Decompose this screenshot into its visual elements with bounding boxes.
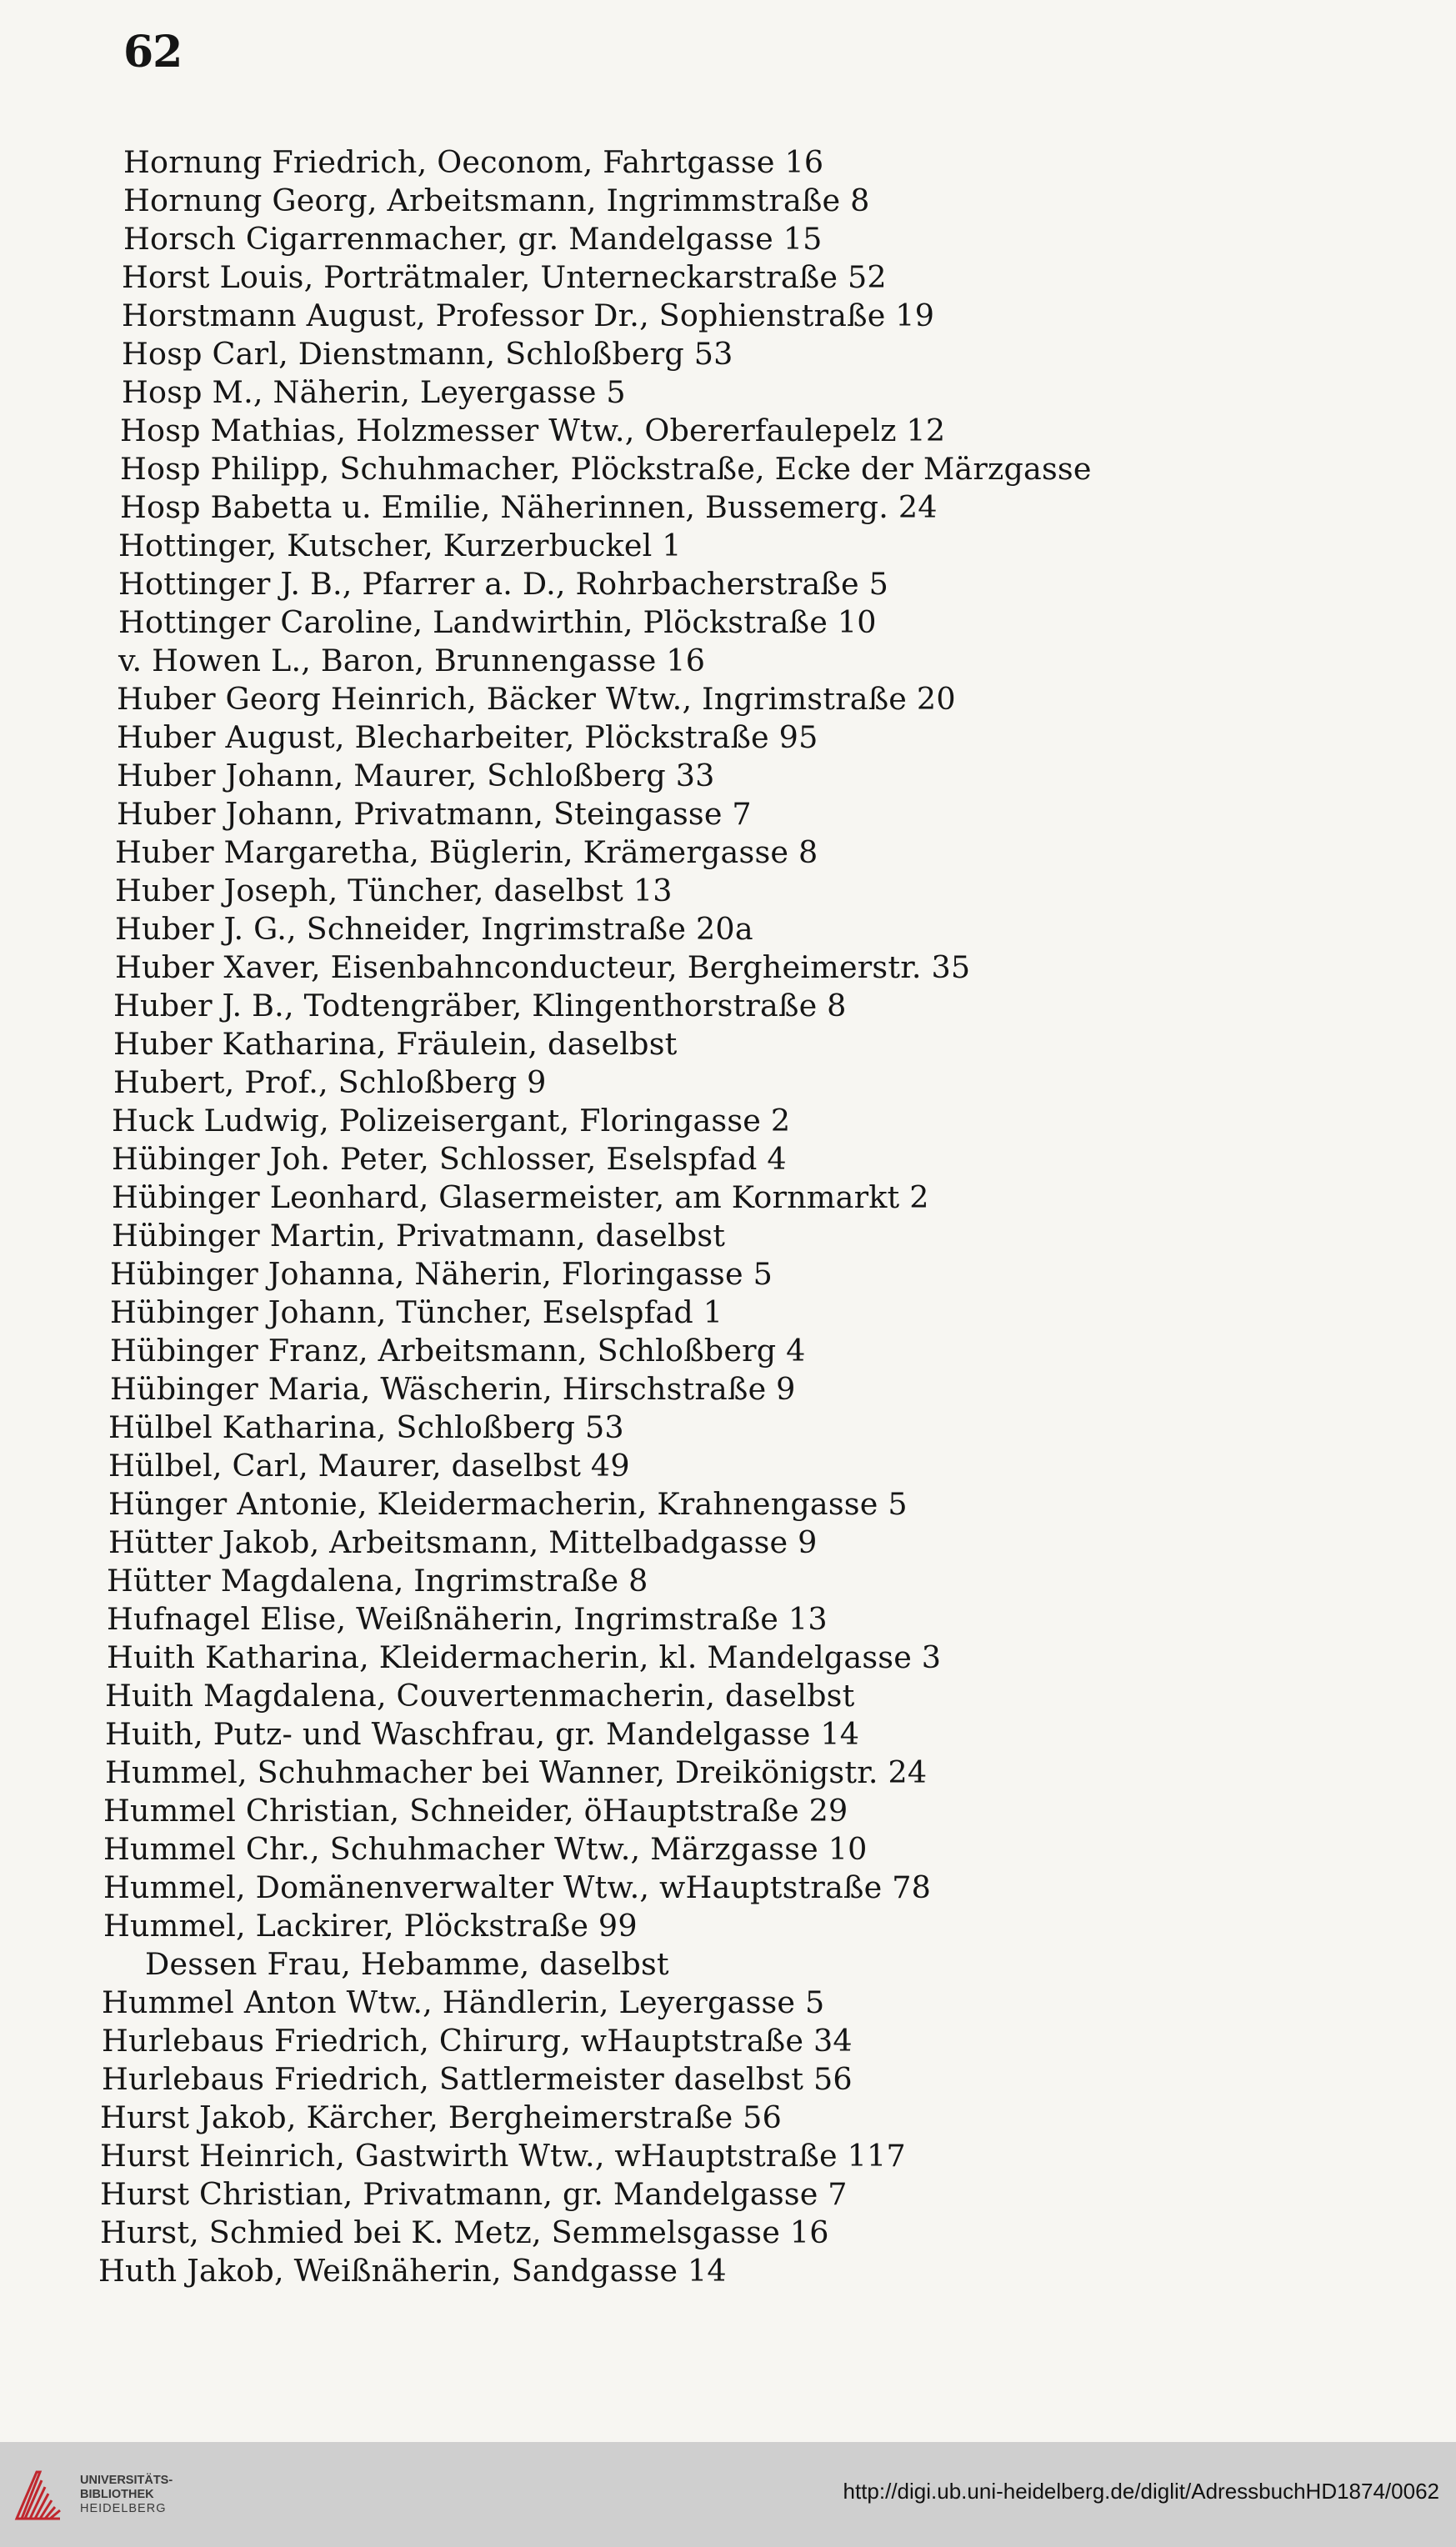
directory-entry: Hottinger Caroline, Landwirthin, Plöckstraße 10 xyxy=(118,604,877,640)
directory-entry: v. Howen L., Baron, Brunnengasse 16 xyxy=(118,643,706,678)
directory-entry: Hosp Babetta u. Emilie, Näherinnen, Bussemerg. 24 xyxy=(120,489,938,525)
directory-entry: Hülbel, Carl, Maurer, daselbst 49 xyxy=(108,1448,630,1484)
directory-entry: Huber J. G., Schneider, Ingrimstraße 20a xyxy=(115,911,753,947)
directory-entry: Hosp Mathias, Holzmesser Wtw., Obererfaulepelz 12 xyxy=(120,413,946,448)
logo-line: BIBLIOTHEK xyxy=(80,2488,154,2501)
directory-entry: Huber August, Blecharbeiter, Plöckstraße 95 xyxy=(117,719,818,755)
directory-entry: Huber Katharina, Fräulein, daselbst xyxy=(113,1026,678,1062)
directory-entry: Hurlebaus Friedrich, Chirurg, wHauptstraße 34 xyxy=(102,2023,853,2059)
directory-entry: Hufnagel Elise, Weißnäherin, Ingrimstraße 13 xyxy=(107,1601,828,1637)
directory-entry: Hummel Christian, Schneider, öHauptstraße 29 xyxy=(103,1793,848,1829)
directory-entry: Hornung Friedrich, Oeconom, Fahrtgasse 16 xyxy=(123,144,824,180)
directory-entry: Hünger Antonie, Kleidermacherin, Krahnengasse 5 xyxy=(108,1486,908,1522)
directory-entry: Huber J. B., Todtengräber, Klingenthorstraße 8 xyxy=(113,988,847,1023)
directory-entry: Hottinger J. B., Pfarrer a. D., Rohrbacherstraße 5 xyxy=(118,566,889,602)
source-url-link[interactable]: http://digi.ub.uni-heidelberg.de/diglit/AdressbuchHD1874/0062 xyxy=(843,2479,1439,2504)
directory-entry: Hütter Magdalena, Ingrimstraße 8 xyxy=(107,1563,648,1599)
directory-entry: Hübinger Johann, Tüncher, Eselspfad 1 xyxy=(110,1294,723,1330)
directory-entry: Hummel, Domänenverwalter Wtw., wHauptstraße 78 xyxy=(103,1869,932,1905)
directory-entry: Huber Georg Heinrich, Bäcker Wtw., Ingrimstraße 20 xyxy=(117,681,956,717)
library-logo-text xyxy=(80,2474,173,2516)
directory-entry: Horstmann August, Professor Dr., Sophienstraße 19 xyxy=(122,298,935,333)
directory-entry: Huth Jakob, Weißnäherin, Sandgasse 14 xyxy=(98,2253,727,2289)
directory-entry: Hosp M., Näherin, Leyergasse 5 xyxy=(122,374,626,410)
directory-entry: Hornung Georg, Arbeitsmann, Ingrimmstraße 8 xyxy=(123,183,870,218)
directory-entry: Hübinger Joh. Peter, Schlosser, Eselspfad 4 xyxy=(112,1141,787,1177)
directory-entry: Hülbel Katharina, Schloßberg 53 xyxy=(108,1409,624,1445)
logo-line: UNIVERSITÄTS- xyxy=(80,2474,173,2487)
directory-entry-continuation: Dessen Frau, Hebamme, daselbst xyxy=(145,1946,669,1982)
directory-entry: Hummel, Lackirer, Plöckstraße 99 xyxy=(103,1908,638,1944)
directory-entry: Huith, Putz- und Waschfrau, gr. Mandelgasse 14 xyxy=(105,1716,860,1752)
directory-entry: Huber Xaver, Eisenbahnconducteur, Bergheimerstr. 35 xyxy=(115,949,971,985)
directory-entry: Huck Ludwig, Polizeisergant, Floringasse 2 xyxy=(112,1103,791,1138)
directory-entry: Hübinger Franz, Arbeitsmann, Schloßberg 4 xyxy=(110,1333,806,1369)
directory-entry: Hübinger Maria, Wäscherin, Hirschstraße 9 xyxy=(110,1371,796,1407)
directory-entry: Huber Margaretha, Büglerin, Krämergasse 8 xyxy=(115,834,818,870)
directory-entry: Hübinger Johanna, Näherin, Floringasse 5 xyxy=(110,1256,773,1292)
directory-entry: Hübinger Leonhard, Glasermeister, am Kornmarkt 2 xyxy=(112,1179,929,1215)
directory-entry: Huber Joseph, Tüncher, daselbst 13 xyxy=(115,873,673,908)
directory-entry: Horst Louis, Porträtmaler, Unterneckarstraße 52 xyxy=(122,259,887,295)
directory-entry: Hütter Jakob, Arbeitsmann, Mittelbadgasse 9 xyxy=(108,1524,818,1560)
footer-bar xyxy=(0,2442,1456,2547)
directory-entry: Hosp Carl, Dienstmann, Schloßberg 53 xyxy=(122,336,733,372)
directory-entry: Huith Magdalena, Couvertenmacherin, daselbst xyxy=(105,1678,855,1714)
directory-entry: Horsch Cigarrenmacher, gr. Mandelgasse 15 xyxy=(123,221,823,257)
heidelberg-library-logo-icon xyxy=(12,2467,67,2525)
directory-entry: Huber Johann, Privatmann, Steingasse 7 xyxy=(117,796,752,832)
directory-entry: Hottinger, Kutscher, Kurzerbuckel 1 xyxy=(118,528,682,563)
directory-entry: Hurlebaus Friedrich, Sattlermeister daselbst 56 xyxy=(102,2061,853,2097)
directory-entry: Hurst, Schmied bei K. Metz, Semmelsgasse 16 xyxy=(100,2214,829,2250)
directory-entry: Hosp Philipp, Schuhmacher, Plöckstraße, Ecke der Märzgasse xyxy=(120,451,1092,487)
directory-entry: Huith Katharina, Kleidermacherin, kl. Mandelgasse 3 xyxy=(107,1639,942,1675)
directory-entry: Hurst Christian, Privatmann, gr. Mandelgasse 7 xyxy=(100,2176,848,2212)
directory-entries xyxy=(0,143,1456,2327)
directory-entry: Hummel Chr., Schuhmacher Wtw., Märzgasse 10 xyxy=(103,1831,868,1867)
page-number: 62 xyxy=(123,27,183,78)
directory-entry: Hummel Anton Wtw., Händlerin, Leyergasse 5 xyxy=(102,1984,825,2020)
logo-line: HEIDELBERG xyxy=(80,2502,167,2515)
directory-entry: Hummel, Schuhmacher bei Wanner, Dreikönigstr. 24 xyxy=(105,1754,928,1790)
directory-entry: Hubert, Prof., Schloßberg 9 xyxy=(113,1064,547,1100)
directory-entry: Hurst Heinrich, Gastwirth Wtw., wHauptstraße 117 xyxy=(100,2138,906,2174)
directory-entry: Huber Johann, Maurer, Schloßberg 33 xyxy=(117,758,715,793)
directory-entry: Hübinger Martin, Privatmann, daselbst xyxy=(112,1218,726,1253)
directory-entry: Hurst Jakob, Kärcher, Bergheimerstraße 56 xyxy=(100,2099,783,2135)
